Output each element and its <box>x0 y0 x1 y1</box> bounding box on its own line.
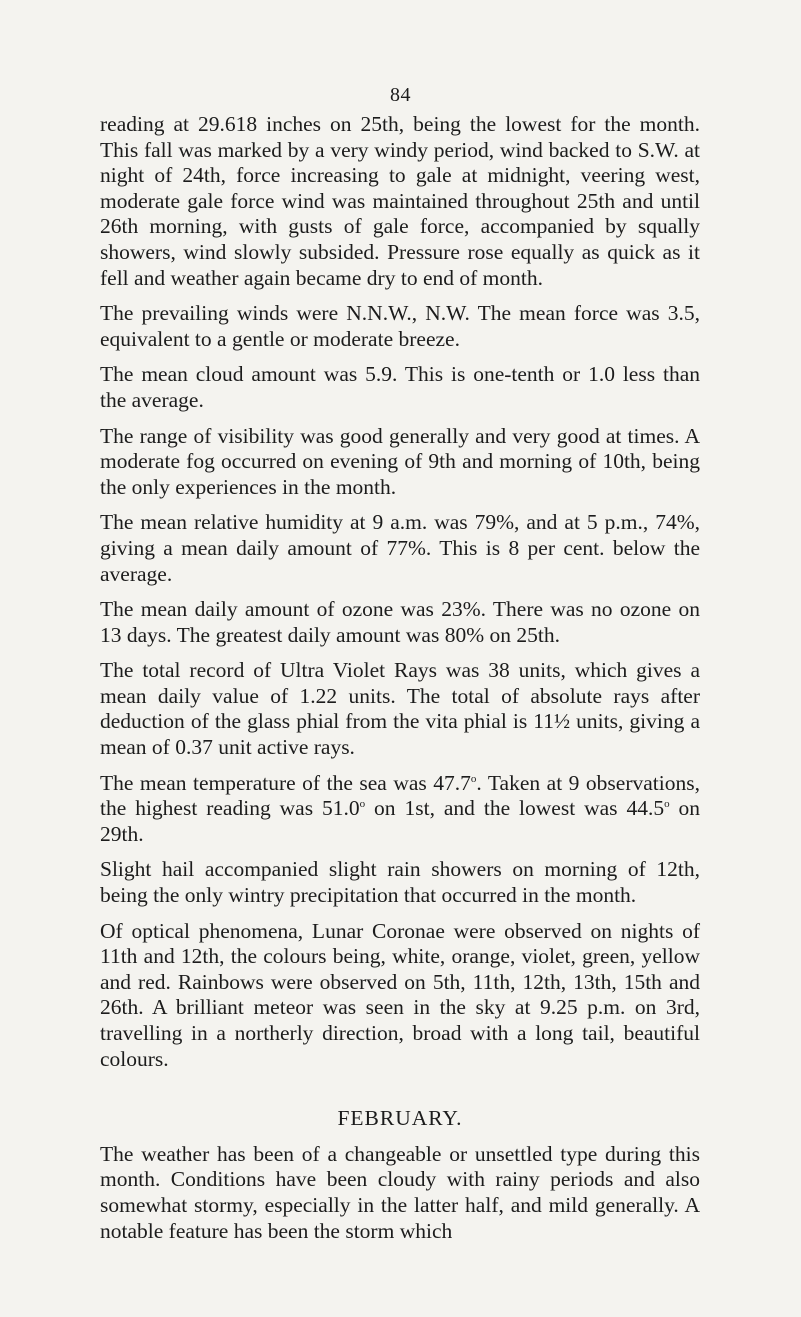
paragraph-hail: Slight hail accompanied slight rain showers on morning of 12th, being the only wintry precipitation that occurred in the month. <box>100 857 700 908</box>
paragraph-pressure: reading at 29.618 inches on 25th, being the lowest for the month. This fall was marked by a very windy period, wind backed to S.W. at night of 24th, force increasing to gale at midnight, veering west, moderate gale force wind was maintained throughout 25th and until 26th morning, with gusts of gale force, accompanied by squally showers, wind slowly subsided. Pressure rose equally as quick as it fell and weather again became dry to end of month. <box>100 112 700 290</box>
paragraph-sea-temperature <box>100 771 700 848</box>
sea-temp-text-1: The mean temperature of the sea was 47.7 <box>100 770 471 795</box>
sea-temp-text-3: on 1st, and the lowest was 44.5 <box>365 796 665 821</box>
paragraph-winds: The prevailing winds were N.N.W., N.W. The mean force was 3.5, equivalent to a gentle or moderate breeze. <box>100 301 700 351</box>
paragraph-humidity: The mean relative humidity at 9 a.m. was 79%, and at 5 p.m., 74%, giving a mean daily amount of 77%. This is 8 per cent. below the average. <box>100 510 700 586</box>
degree-mark: o <box>470 772 477 785</box>
sea-temp-text-4: on 29th. <box>100 796 701 846</box>
paragraph-cloud: The mean cloud amount was 5.9. This is one-tenth or 1.0 less than the average. <box>100 362 700 412</box>
body-text <box>100 112 700 1254</box>
paragraph-february-weather: The weather has been of a changeable or unsettled type during this month. Conditions have been cloudy with rainy periods and also somewhat stormy, especially in the latter half, and mild generally. A notable feature has been the storm which <box>100 1141 700 1243</box>
page-number: 84 <box>390 84 411 106</box>
sea-temp-text-2: . Taken at 9 observations, the highest reading was 51.0 <box>100 770 700 821</box>
paragraph-optical-phenomena: Of optical phenomena, Lunar Coronae were observed on nights of 11th and 12th, the colours being, white, orange, violet, green, yellow and red. Rainbows were observed on 5th, 11th, 12th, 13th, 15th and 26th. A brilliant meteor was seen in the sky at 9.25 p.m. on 3rd, travelling in a northerly direction, broad with a long tail, beautiful colours. <box>100 918 700 1071</box>
degree-mark: o <box>664 798 670 811</box>
degree-mark: o <box>359 798 366 811</box>
paragraph-ultra-violet: The total record of Ultra Violet Rays was 38 units, which gives a mean daily value of 1.22 units. The total of absolute rays after deduction of the glass phial from the vita phial is 11½ units, giving a mean of 0.37 unit active rays. <box>100 658 700 760</box>
paragraph-ozone: The mean daily amount of ozone was 23%. There was no ozone on 13 days. The greatest daily amount was 80% on 25th. <box>100 597 700 647</box>
paragraph-visibility: The range of visibility was good generally and very good at times. A moderate fog occurred on evening of 9th and morning of 10th, being the only experiences in the month. <box>100 423 700 499</box>
section-heading-february: FEBRUARY. <box>337 1106 463 1131</box>
